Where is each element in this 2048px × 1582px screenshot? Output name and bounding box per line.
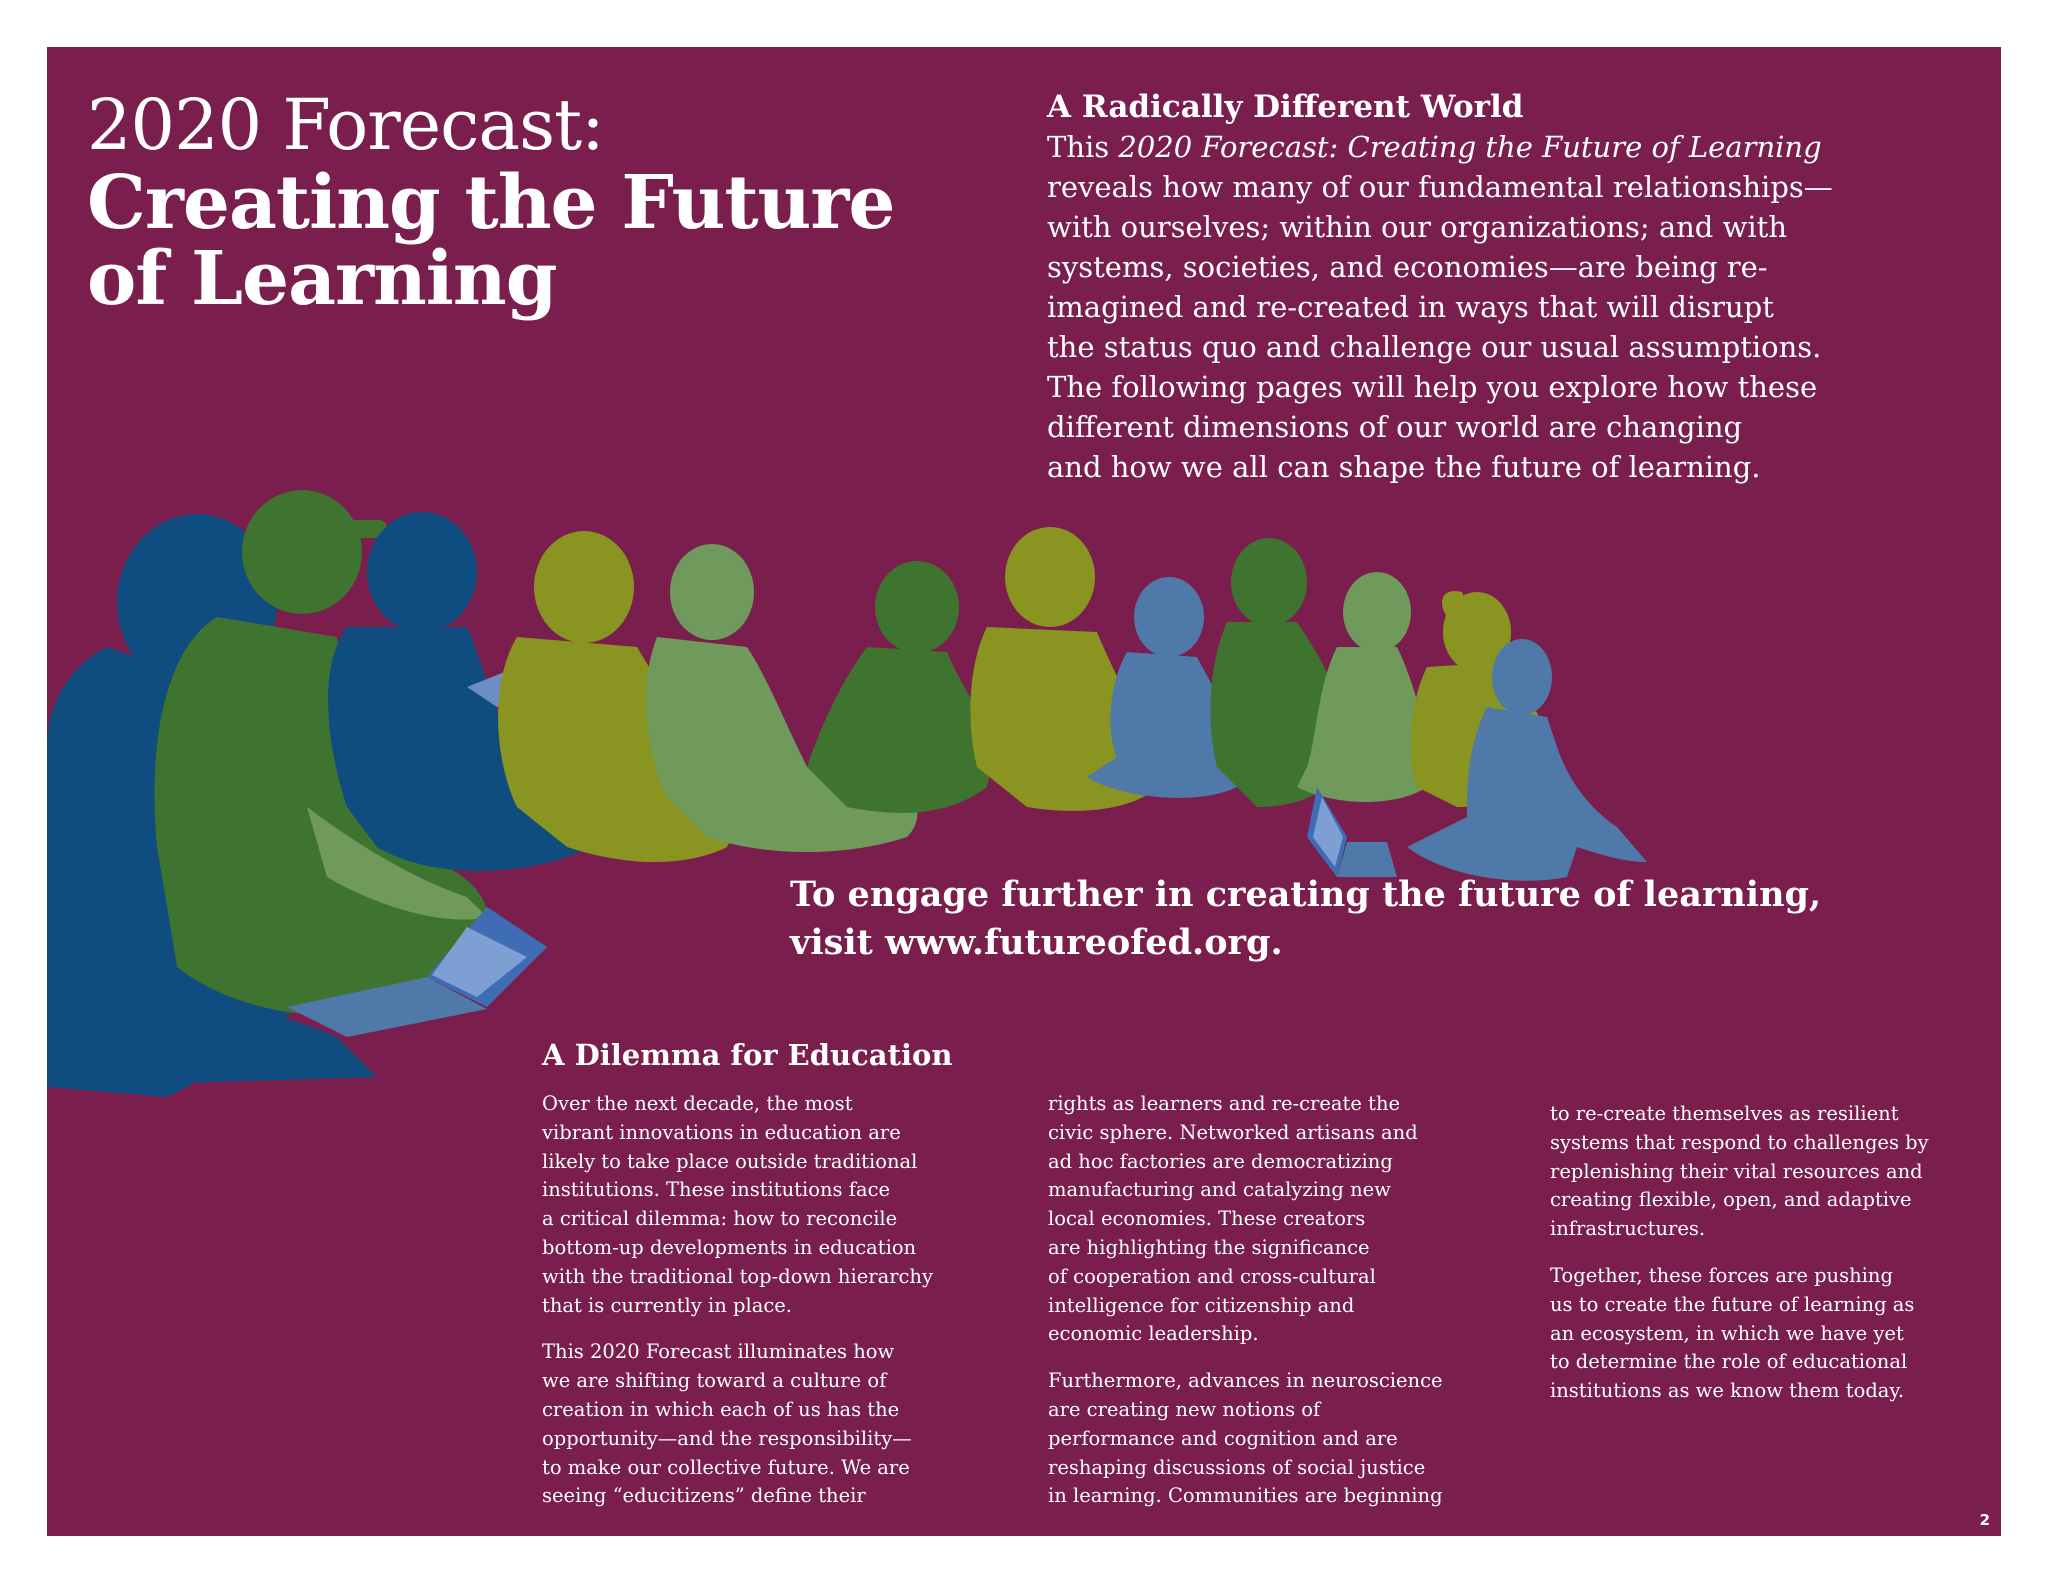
intro-heading: A Radically Different World [1047, 89, 1524, 125]
engage-line-1: To engage further in creating the future of learning, [790, 874, 1822, 915]
page-title-line1: 2020 Forecast: [87, 84, 604, 166]
forecast-page [47, 47, 2001, 1536]
intro-italic-title: 2020 Forecast: Creating the Future of Learning [1118, 130, 1822, 164]
body-column-3 [1550, 1100, 2001, 1424]
col3-paragraph-1: to re-create themselves as resilient systems that respond to challenges by replenishing their vital resources and creating flexible, open, and adaptive infrastructures. [1550, 1102, 1929, 1241]
col3-paragraph-2: Together, these forces are pushing us to create the future of learning as an ecosystem, in which we have yet to determine the role of educational institutions as we know them today. [1550, 1263, 1915, 1403]
intro-line-7: different dimensions of our world are changing [1047, 410, 1743, 444]
engage-callout [790, 871, 1950, 967]
intro-line-4: imagined and re-created in ways that will disrupt [1047, 290, 1774, 324]
intro-line-5: the status quo and challenge our usual assumptions. [1047, 330, 1822, 364]
col1-paragraph-2: This 2020 Forecast illuminates how we are shifting toward a culture of creation in which each of us has the opportunity—and the responsibility— to make our collective future. We are seeing “educitizens” define their [542, 1340, 912, 1508]
col1-paragraph-1: Over the next decade, the most vibrant innovations in education are likely to take place outside traditional institutions. These institutions face a critical dilemma: how to reconcile bottom-up developments in education with the traditional top-down hierarchy that is currently in place. [542, 1092, 934, 1317]
dilemma-heading: A Dilemma for Education [542, 1038, 953, 1072]
intro-line-3: systems, societies, and economies—are being re- [1047, 250, 1768, 284]
intro-body [1047, 127, 1947, 487]
intro-line-8: and how we all can shape the future of learning. [1047, 450, 1761, 484]
body-column-2 [1048, 1090, 1518, 1529]
col2-paragraph-2: Furthermore, advances in neuroscience are creating new notions of performance and cognition and are reshaping discussions of social justice in learning. Communities are beginning [1048, 1369, 1443, 1508]
engage-line-2: visit www.futureofed.org. [790, 922, 1283, 963]
intro-line-0: This 2020 Forecast: Creating the Future of Learning [1047, 130, 1822, 164]
intro-line-6: The following pages will help you explore how these [1047, 370, 1818, 404]
page-number: 2 [1979, 1511, 1990, 1529]
page-title-line2: Creating the Future of Learning [87, 160, 895, 322]
silhouette-green-student [807, 561, 997, 813]
intro-line-1: reveals how many of our fundamental relationships— [1047, 170, 1833, 204]
intro-line-2: with ourselves; within our organizations; and with [1047, 210, 1788, 244]
body-column-1 [542, 1090, 1012, 1529]
col2-paragraph-1: rights as learners and re-create the civic sphere. Networked artisans and ad hoc factories are democratizing manufacturing and catalyzing new local economies. These creators are highlighting the significance of cooperation and cross-cultural intelligence for citizenship and economic leadership. [1048, 1092, 1418, 1346]
